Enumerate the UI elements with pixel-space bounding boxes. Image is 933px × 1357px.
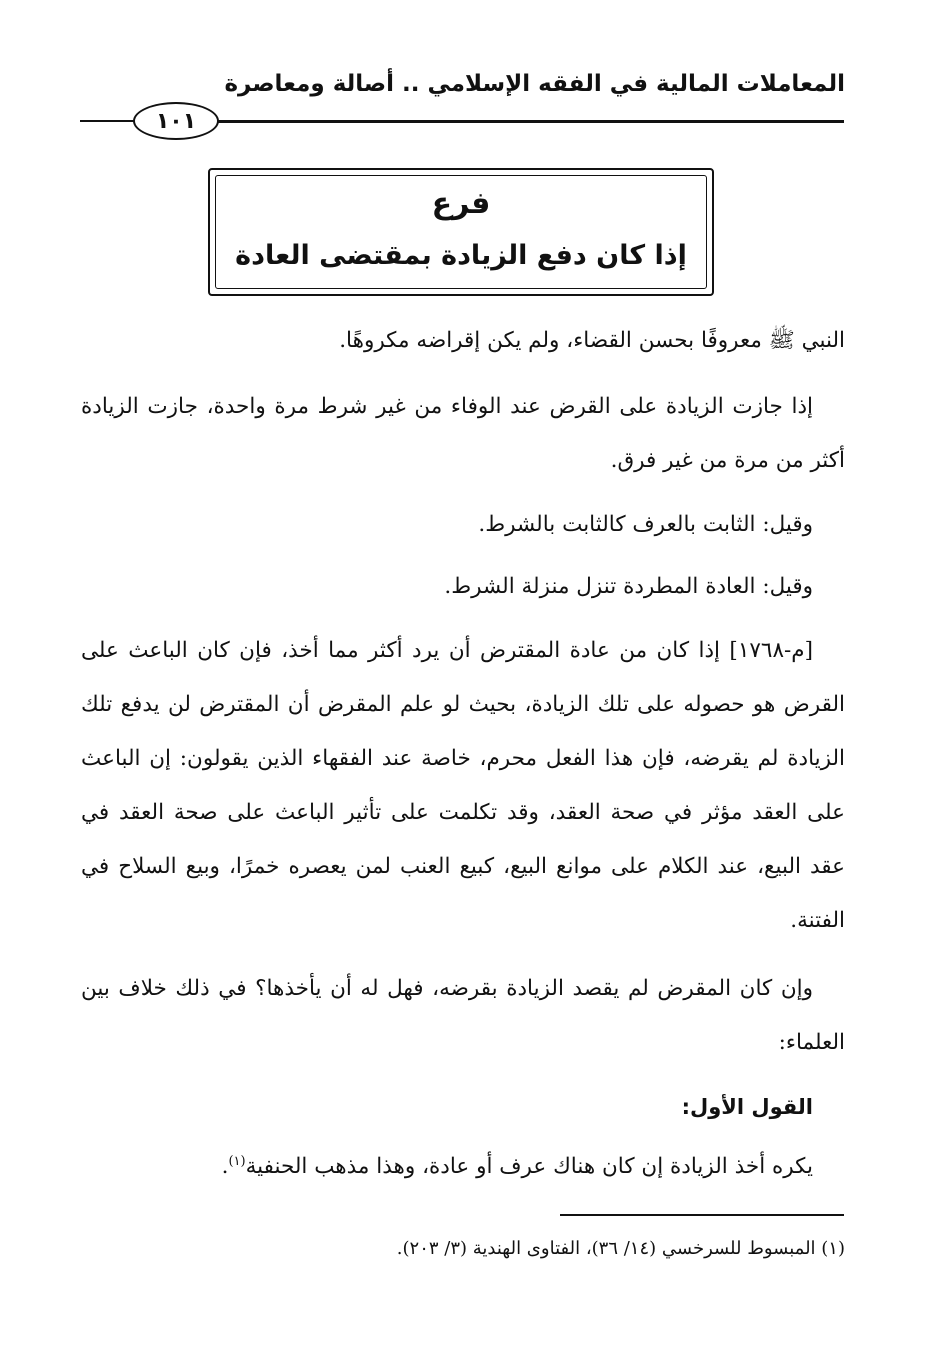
paragraph-8 [81,1140,845,1194]
footnote-separator [560,1214,844,1216]
section-title: إذا كان دفع الزيادة بمقتضى العادة [235,240,687,271]
paragraph-3: وقيل: الثابت بالعرف كالثابت بالشرط. [478,512,813,537]
paragraph-8-end: . [221,1154,229,1179]
page-number: ١٠١ [133,102,219,140]
opinion-heading: القول الأول: [681,1095,813,1119]
footnote-1: (١) المبسوط للسرخسي (١٤/ ٣٦)، الفتاوى الهندية (٣/ ٢٠٣). [396,1238,845,1259]
paragraph-2: إذا جازت الزيادة على القرض عند الوفاء من غير شرط مرة واحدة، جازت الزيادة أكثر من مرة من غير فرق. [81,394,845,473]
section-heading-box [208,168,714,296]
paragraph-8-text: يكره أخذ الزيادة إن كان هناك عرف أو عادة، وهذا مذهب الحنفية [245,1154,813,1179]
paragraph-5: [م-١٧٦٨] إذا كان من عادة المقترض أن يرد أكثر مما أخذ، فإن كان الباعث على القرض هو حصوله على تلك الزيادة، بحيث لو علم المقرض أن المقترض لن يدفع تلك الزيادة لم يقرضه، فإن هذا الفعل محرم، خاصة عند الفقهاء الذين يقولون: إن الباعث على العقد مؤثر في صحة العقد، وقد تكلمت على تأثير الباعث على صحة العقد في عقد البيع، عند الكلام على موانع البيع، كبيع العنب لمن يعصره خمرًا، وبيع السلاح في الفتنة. [81,638,845,933]
paragraph-1: النبي ﷺ معروفًا بحسن القضاء، ولم يكن إقراضه مكروهًا. [339,328,845,353]
running-header-title: المعاملات المالية في الفقه الإسلامي .. أصالة ومعاصرة [224,71,845,97]
paragraph-6: وإن كان المقرض لم يقصد الزيادة بقرضه، فهل له أن يأخذها؟ في ذلك خلاف بين العلماء: [81,976,845,1055]
footnote-ref[interactable]: (١) [228,1153,246,1169]
paragraph-4: وقيل: العادة المطردة تنزل منزلة الشرط. [444,574,813,599]
header-rule-left [80,120,136,122]
section-label: فرع [431,186,491,221]
header-rule-right [216,120,844,123]
